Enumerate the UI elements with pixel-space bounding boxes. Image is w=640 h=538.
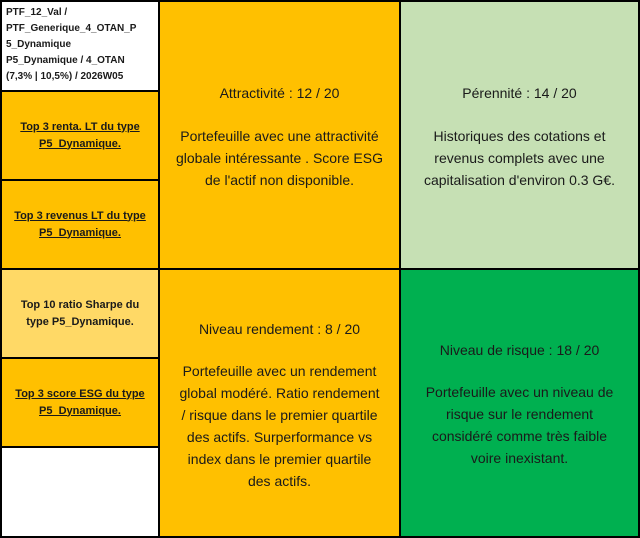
sidebar-item-top3-renta[interactable] bbox=[1, 91, 159, 180]
panel-line: de l'actif non disponible. bbox=[205, 172, 354, 188]
panel-attractivite bbox=[159, 1, 400, 269]
sidebar-item-label bbox=[2, 297, 158, 331]
portfolio-line-3: 5_Dynamique bbox=[6, 39, 72, 50]
panel-line: capitalisation d'environ 0.3 G€. bbox=[423, 172, 615, 188]
sidebar-item-label-line1: Top 10 ratio Sharpe du bbox=[20, 298, 140, 311]
panel-title: Niveau rendement : 8 / 20 bbox=[198, 321, 361, 337]
panel-description bbox=[164, 360, 395, 492]
portfolio-line-5: (7,3% | 10,5%) / 2026W05 bbox=[6, 71, 124, 82]
panel-line: revenus complets avec une bbox=[434, 150, 605, 166]
sidebar-item-label-line1[interactable]: Top 3 score ESG du type bbox=[15, 387, 145, 400]
panel-title: Attractivité : 12 / 20 bbox=[219, 85, 340, 101]
panel-line: / risque dans le premier quartile bbox=[181, 407, 378, 423]
panel-line: Portefeuille avec une attractivité bbox=[180, 128, 379, 144]
panel-line: Portefeuille avec un rendement bbox=[182, 363, 377, 379]
panel-rendement bbox=[159, 269, 400, 537]
sidebar-empty-cell bbox=[1, 447, 159, 537]
sidebar-item-label-line2[interactable]: P5_Dynamique. bbox=[39, 404, 121, 417]
panel-title: Pérennité : 14 / 20 bbox=[462, 85, 577, 101]
sidebar-item-top10-sharpe bbox=[1, 269, 159, 358]
panel-line: voire inexistant. bbox=[470, 450, 569, 466]
panel-risque bbox=[400, 269, 639, 537]
panel-line: globale intéressante . Score ESG bbox=[175, 150, 383, 166]
sidebar-item-label-line2[interactable]: P5_Dynamique. bbox=[39, 226, 121, 239]
panel-description bbox=[405, 381, 634, 469]
sidebar-item-label-line2[interactable]: P5_Dynamique. bbox=[39, 137, 121, 150]
panel-line: Portefeuille avec un niveau de bbox=[425, 384, 614, 400]
panel-description bbox=[405, 125, 634, 191]
sidebar-item-top3-revenus[interactable] bbox=[1, 180, 159, 269]
sidebar-item-label[interactable] bbox=[2, 386, 158, 420]
sidebar-item-label-line2: type P5_Dynamique. bbox=[26, 315, 134, 328]
portfolio-line-1: PTF_12_Val / bbox=[6, 7, 68, 18]
portfolio-line-4: P5_Dynamique / 4_OTAN bbox=[6, 55, 125, 66]
panel-perennite bbox=[400, 1, 639, 269]
portfolio-line-2: PTF_Generique_4_OTAN_P bbox=[6, 23, 137, 34]
sidebar-item-label[interactable] bbox=[2, 119, 158, 153]
panel-line: index dans le premier quartile bbox=[187, 451, 372, 467]
sidebar-item-label-line1[interactable]: Top 3 revenus LT du type bbox=[14, 209, 146, 222]
panel-line: Historiques des cotations et bbox=[433, 128, 606, 144]
panel-description bbox=[164, 125, 395, 191]
panel-line: global modéré. Ratio rendement bbox=[179, 385, 380, 401]
panel-line: des actifs. Surperformance vs bbox=[186, 429, 373, 445]
sidebar-item-label-line1[interactable]: Top 3 renta. LT du type bbox=[20, 120, 140, 133]
panel-line: considéré comme très faible bbox=[431, 428, 608, 444]
portfolio-header bbox=[1, 1, 159, 91]
panel-line: des actifs. bbox=[247, 473, 312, 489]
sidebar-item-label[interactable] bbox=[2, 208, 158, 242]
sidebar-item-top3-esg[interactable] bbox=[1, 358, 159, 447]
panel-line: risque sur le rendement bbox=[445, 406, 594, 422]
panel-title: Niveau de risque : 18 / 20 bbox=[439, 342, 600, 358]
